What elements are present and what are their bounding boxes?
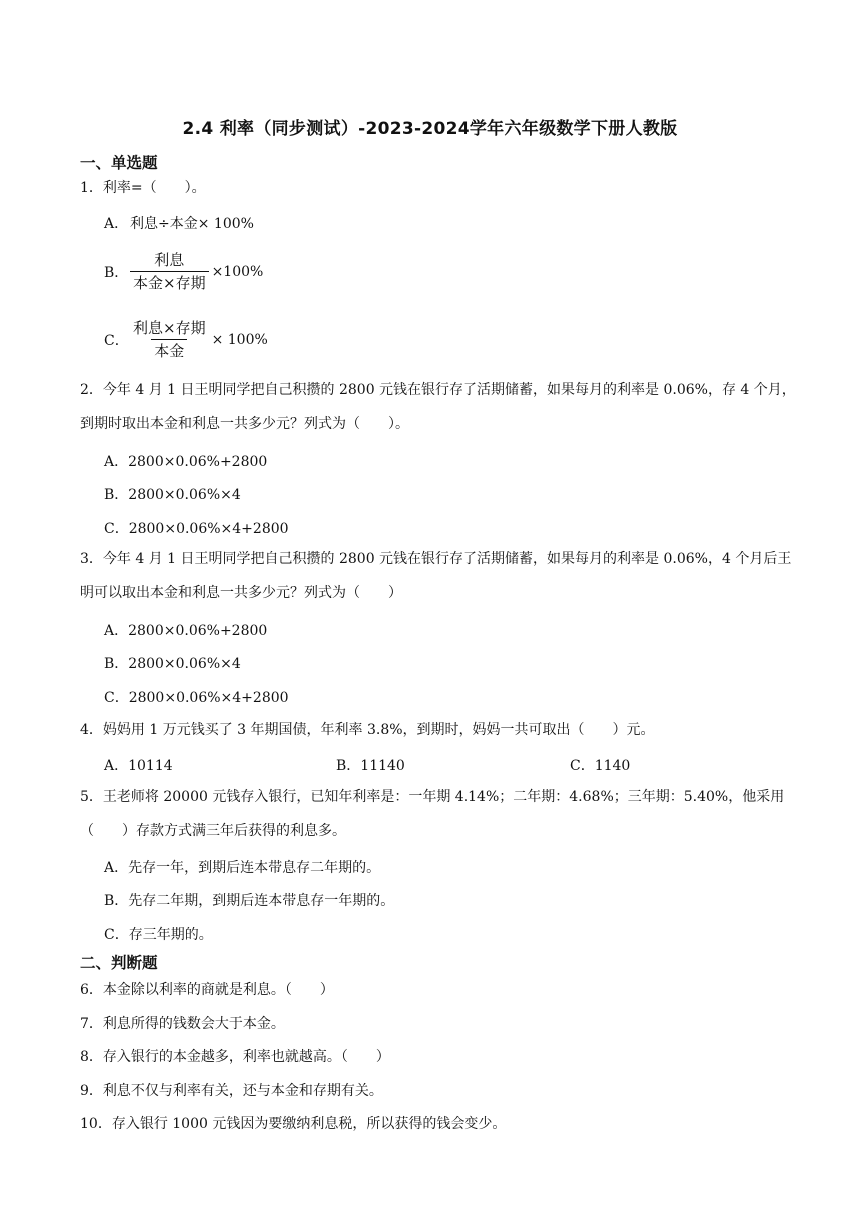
question-4-stem: 4．妈妈用 1 万元钱买了 3 年期国债，年利率 3.8%，到期时，妈妈一共可取出（ ）元。 [80, 722, 655, 738]
question-1-option-b [104, 251, 263, 292]
option-tail: × 100% [211, 331, 268, 348]
question-7-stem: 7．利息所得的钱数会大于本金。 [80, 1016, 285, 1032]
option-label: C． [104, 332, 129, 349]
question-3-option-a: A．2800×0.06%+2800 [104, 623, 268, 639]
question-3-stem: 3．今年 4 月 1 日王明同学把自己积攒的 2800 元钱在银行存了活期储蓄，如果每月的利率是 0.06%，4 个月后王明可以取出本金和利息一共多少元？列式为（ ） [80, 551, 792, 601]
question-2-option-a: A．2800×0.06%+2800 [104, 454, 268, 470]
section-heading-true-false: 二、判断题 [80, 954, 158, 972]
question-2-option-b: B．2800×0.06%×4 [104, 487, 241, 503]
question-2-stem: 2．今年 4 月 1 日王明同学把自己积攒的 2800 元钱在银行存了活期储蓄，如果每月的利率是 0.06%，存 4 个月，到期时取出本金和利息一共多少元？列式为（ ）。 [80, 382, 796, 432]
question-4-option-a: A．10114 [104, 758, 173, 774]
page-title: 2.4 利率（同步测试）-2023-2024学年六年级数学下册人教版 [182, 119, 678, 139]
question-1-option-a [104, 213, 254, 233]
fraction-numerator: 利息 [154, 251, 185, 269]
question-9-stem: 9．利息不仅与利率有关，还与本金和存期有关。 [80, 1083, 383, 1099]
question-2-option-c: C．2800×0.06%×4+2800 [104, 521, 289, 537]
question-5-option-b: B．先存二年期，到期后连本带息存一年期的。 [104, 893, 395, 909]
question-4-option-b: B．11140 [336, 758, 405, 774]
question-5-option-c: C．存三年期的。 [104, 927, 213, 943]
question-3-option-b: B．2800×0.06%×4 [104, 656, 241, 672]
question-5-option-a: A．先存一年，到期后连本带息存二年期的。 [104, 860, 381, 876]
question-4-option-c: C．1140 [570, 758, 631, 774]
question-5-stem: 5．王老师将 20000 元钱存入银行，已知年利率是：一年期 4.14%；二年期：4.68%；三年期：5.40%，他采用（ ）存款方式满三年后获得的利息多。 [80, 789, 785, 839]
question-6-stem: 6．本金除以利率的商就是利息。（ ） [80, 982, 334, 998]
question-1-option-c [104, 319, 268, 360]
question-3-option-c: C．2800×0.06%×4+2800 [104, 690, 289, 706]
fraction-denominator: 本金×存期 [130, 271, 209, 292]
question-1-stem: 1．利率=（ ）。 [80, 180, 206, 196]
option-label: A． [104, 216, 129, 232]
fraction-denominator: 本金 [151, 339, 187, 360]
question-8-stem: 8．存入银行的本金越多，利率也就越高。（ ） [80, 1049, 390, 1065]
question-10-stem: 10．存入银行 1000 元钱因为要缴纳利息税，所以获得的钱会变少。 [80, 1116, 507, 1132]
fraction-numerator: 利息×存期 [133, 319, 206, 337]
option-tail: ×100% [211, 263, 264, 280]
fraction [130, 251, 209, 292]
section-heading-single-choice: 一、单选题 [80, 154, 158, 172]
option-label: B． [104, 264, 129, 281]
option-text: 利息÷本金× 100% [130, 216, 254, 232]
fraction [130, 319, 209, 360]
